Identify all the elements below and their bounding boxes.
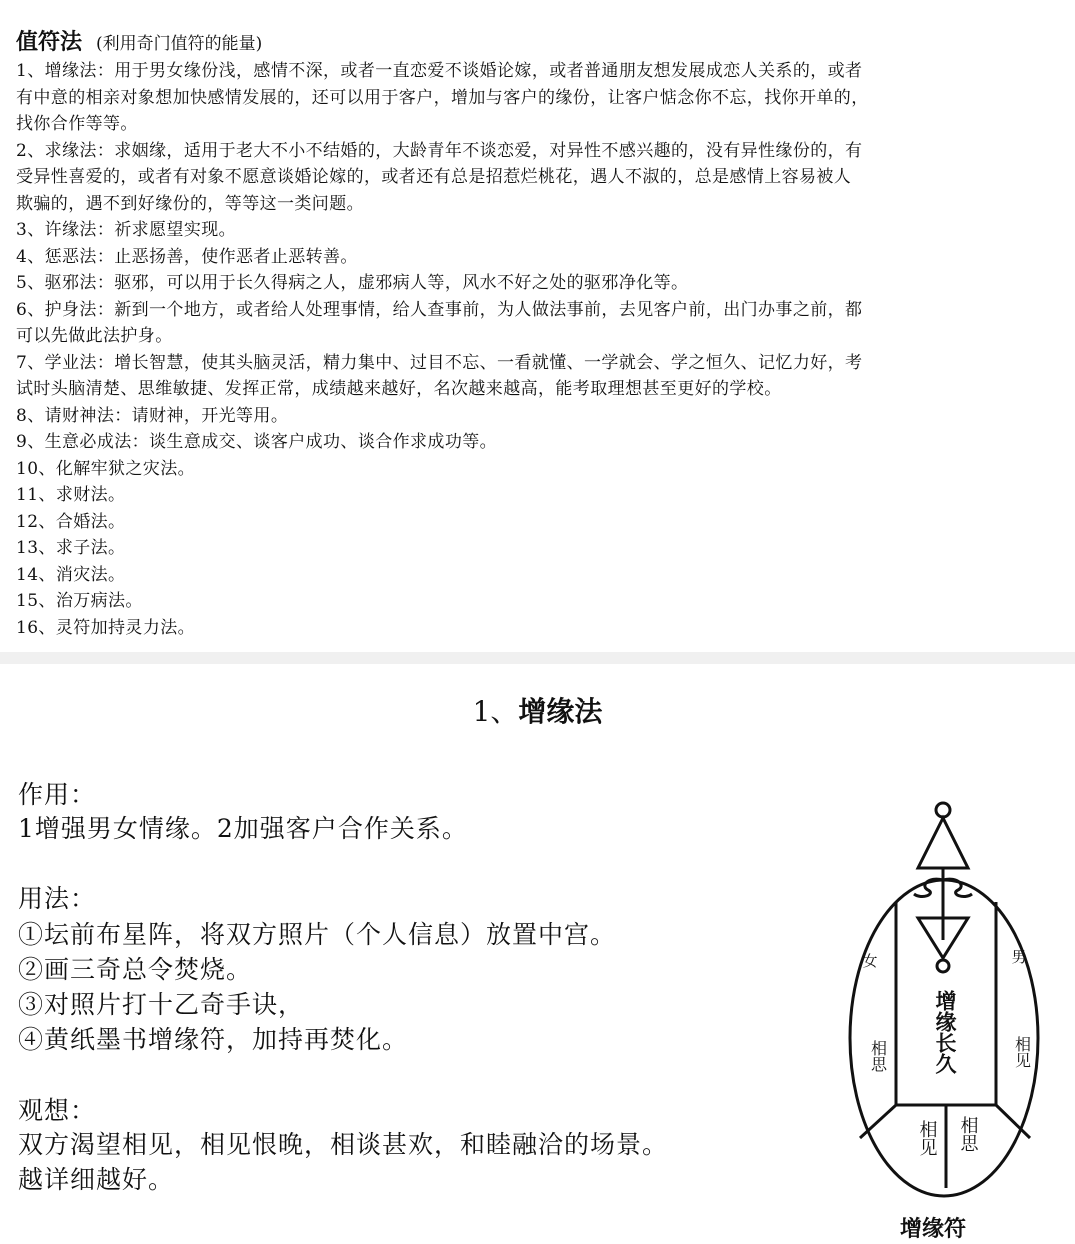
list-item: 10、化解牢狱之灾法。 xyxy=(16,458,196,479)
usage-step: ②画三奇总令焚烧。 xyxy=(18,955,253,984)
visualization-line: 双方渴望相见，相见恨晚，相谈甚欢，和睦融洽的场景。 xyxy=(18,1130,669,1159)
talisman-caption: 增缘符 xyxy=(900,1216,967,1242)
list-item: 有中意的相亲对象想加快感情发展的，还可以用于客户，增加与客户的缘份，让客户惦念你不忘，找你开单的， xyxy=(16,87,869,108)
talisman-figure xyxy=(838,790,1058,1210)
title-text: 值符法 xyxy=(16,29,83,55)
section-title xyxy=(0,692,1075,732)
list-item: 14、消灾法。 xyxy=(16,564,126,585)
list-item: 找你合作等等。 xyxy=(16,114,138,134)
list-item: 13、求子法。 xyxy=(16,538,126,558)
effect-heading: 作用： xyxy=(18,780,97,809)
list-item: 受异性喜爱的，或者有对象不愿意谈婚论嫁的，或者还有总是招惹烂桃花，遇人不淑的，总是感情上容易被人 xyxy=(16,167,852,187)
list-item: 9、生意必成法：谈生意成交、谈客户成功、谈合作求成功等。 xyxy=(16,432,498,452)
list-item: 3、许缘法：祈求愿望实现。 xyxy=(16,220,237,240)
talisman-right-top: 男 xyxy=(1011,948,1027,966)
talisman-left-bottom: 相思 xyxy=(868,1040,888,1072)
talisman-upper-triangle xyxy=(918,818,968,868)
usage-step: ①坛前布星阵，将双方照片（个人信息）放置中宫。 xyxy=(18,920,617,949)
section-number: 1、 xyxy=(472,695,519,728)
usage-step: ④黄纸墨书增缘符，加持再焚化。 xyxy=(18,1025,409,1054)
list-item: 1、增缘法：用于男女缘份浅，感情不深，或者一直恋爱不谈婚论嫁，或者普通朋友想发展成恋人关系的，或者 xyxy=(16,61,863,81)
usage-heading: 用法： xyxy=(18,884,97,913)
talisman-bottom-left: 相见 xyxy=(916,1120,938,1156)
list-item: 5、驱邪法：驱邪，可以用于长久得病之人，虚邪病人等，风水不好之处的驱邪净化等。 xyxy=(16,273,689,293)
list-item: 试时头脑清楚、思维敏捷、发挥正常，成绩越来越好，名次越来越高，能考取理想甚至更好的学校。 xyxy=(16,379,782,399)
talisman-left-top: 女 xyxy=(862,952,878,970)
list-item: 4、惩恶法：止恶扬善，使作恶者止恶转善。 xyxy=(16,246,358,267)
title-subtitle: (利用奇门值符的能量) xyxy=(96,34,263,54)
list-item: 11、求财法。 xyxy=(16,485,126,505)
talisman-center-text: 增缘长久 xyxy=(933,990,957,1074)
list-item: 12、合婚法。 xyxy=(16,511,126,532)
list-item: 可以先做此法护身。 xyxy=(16,326,173,346)
visualization-heading: 观想： xyxy=(18,1096,97,1125)
list-item: 6、护身法：新到一个地方，或者给人处理事情，给人查事前，为人做法事前，去见客户前，出门办事之前，都 xyxy=(16,299,863,320)
usage-step: ③对照片打十乙奇手诀， xyxy=(18,990,305,1019)
method-list xyxy=(16,58,1068,641)
talisman-right-bottom: 相见 xyxy=(1012,1036,1032,1068)
page-title xyxy=(16,27,262,59)
section-name: 增缘法 xyxy=(518,695,603,728)
list-item: 15、治万病法。 xyxy=(16,591,143,611)
talisman-bottom-right: 相思 xyxy=(957,1116,979,1152)
visualization-line: 越详细越好。 xyxy=(18,1165,175,1194)
list-item: 2、求缘法：求姻缘，适用于老大不小不结婚的，大龄青年不谈恋爱，对异性不感兴趣的，没有异性缘份的，有 xyxy=(16,140,863,161)
list-item: 16、灵符加持灵力法。 xyxy=(16,617,196,638)
list-item: 欺骗的，遇不到好缘份的，等等这一类问题。 xyxy=(16,193,364,214)
list-item: 8、请财神法：请财神，开光等用。 xyxy=(16,405,289,426)
list-item: 7、学业法：增长智慧，使其头脑灵活，精力集中、过目不忘、一看就懂、一学就会、学之恒久、记忆力好，考 xyxy=(16,352,863,373)
effect-text: 1增强男女情缘。2加强客户合作关系。 xyxy=(18,814,468,843)
page-divider xyxy=(0,652,1075,664)
